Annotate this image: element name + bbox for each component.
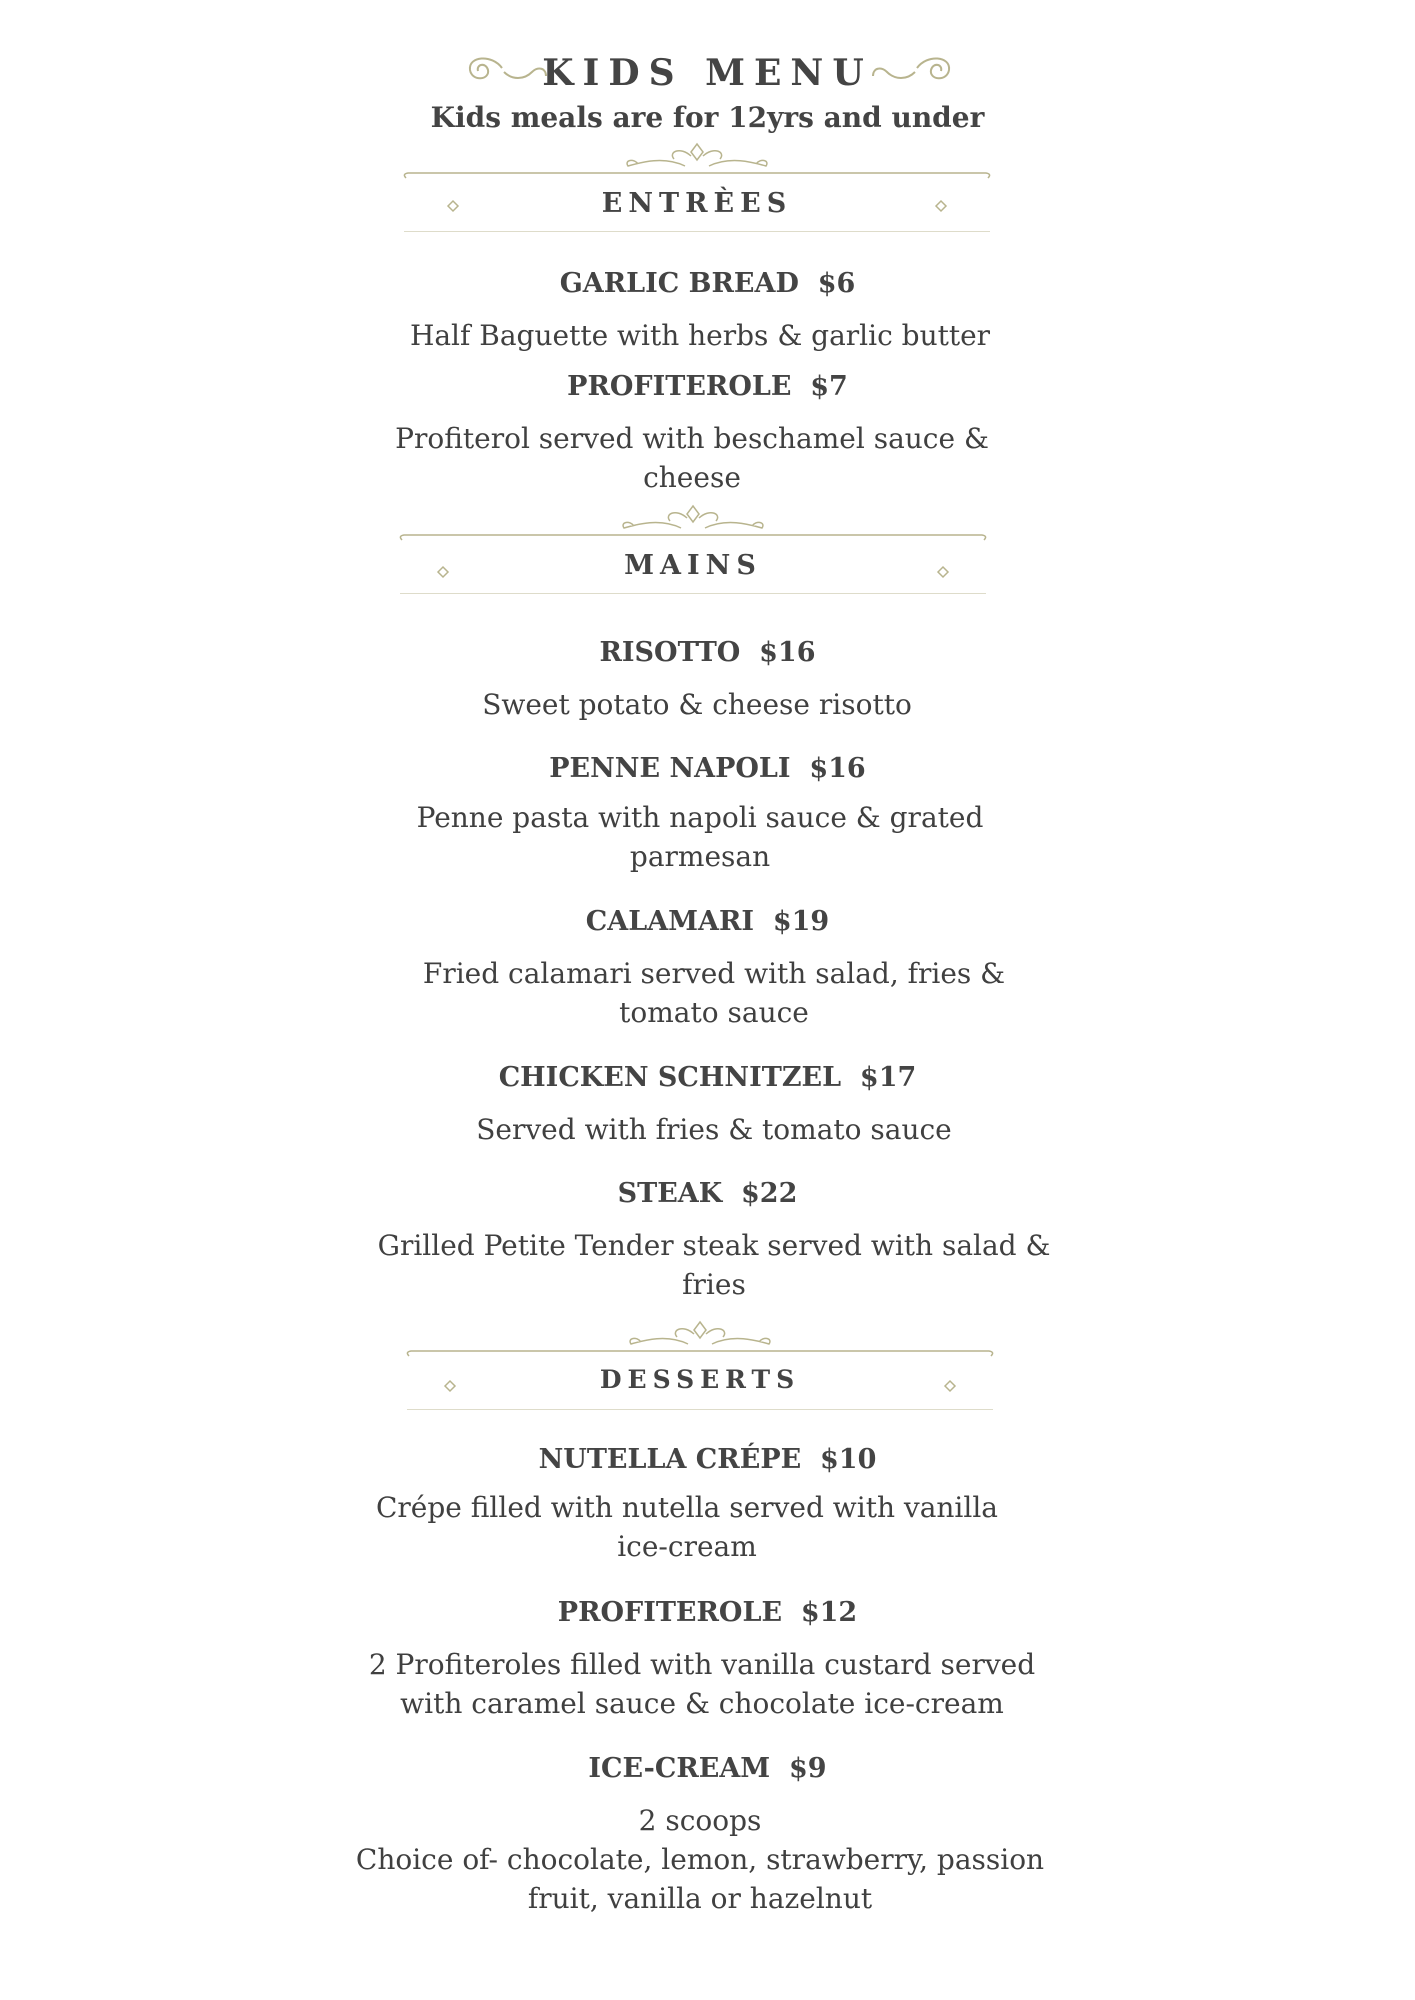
menu-item-name: GARLIC BREAD $6 [559,268,856,299]
menu-item-name: NUTELLA CRÉPE $10 [538,1444,877,1475]
menu-item-description: Served with fries & tomato sauce [476,1113,952,1146]
menu-item-description: Penne pasta with napoli sauce & grated parmesan [416,801,984,873]
menu-item-description: Choice of- chocolate, lemon, strawberry, passion fruit, vanilla or hazelnut [355,1843,1045,1915]
menu-item-description: Sweet potato & cheese risotto [482,688,912,721]
menu-item-description: 2 Profiteroles filled with vanilla custard served with caramel sauce & chocolate ice-cream [368,1648,1036,1720]
menu-item-description: Half Baguette with herbs & garlic butter [409,319,991,352]
menu-item-name: PENNE NAPOLI $16 [549,753,866,784]
section-title-desserts: DESSERTS [599,1365,801,1394]
menu-title: KIDS MENU [542,52,873,94]
menu-item-description: Profiterol served with beschamel sauce & cheese [395,422,989,494]
menu-item-description: Grilled Petite Tender steak served with salad & fries [377,1229,1051,1301]
section-header-mains [398,504,988,594]
menu-item-description: Crépe filled with nutella served with vanilla ice-cream [375,1491,998,1563]
menu-item-name: STEAK $22 [617,1178,798,1209]
menu-item-description: 2 scoops [638,1804,762,1837]
menu-subtitle: Kids meals are for 12yrs and under [430,101,985,134]
menu-item-name: CALAMARI $19 [585,906,830,937]
menu-item-name: RISOTTO $16 [599,637,816,668]
section-header-entrees [402,142,992,232]
menu-item-name: PROFITEROLE $7 [567,371,848,402]
section-title-mains: MAINS [624,550,762,581]
menu-item-name: ICE-CREAM $9 [588,1753,827,1784]
right-swirl-ornament [871,50,957,90]
section-title-entrees: ENTRÈES [601,188,793,219]
menu-item-name: CHICKEN SCHNITZEL $17 [498,1062,917,1093]
menu-item-description: Fried calamari served with salad, fries & tomato sauce [422,957,1006,1029]
section-header-desserts [405,1320,995,1410]
menu-item-name: PROFITEROLE $12 [557,1597,858,1628]
